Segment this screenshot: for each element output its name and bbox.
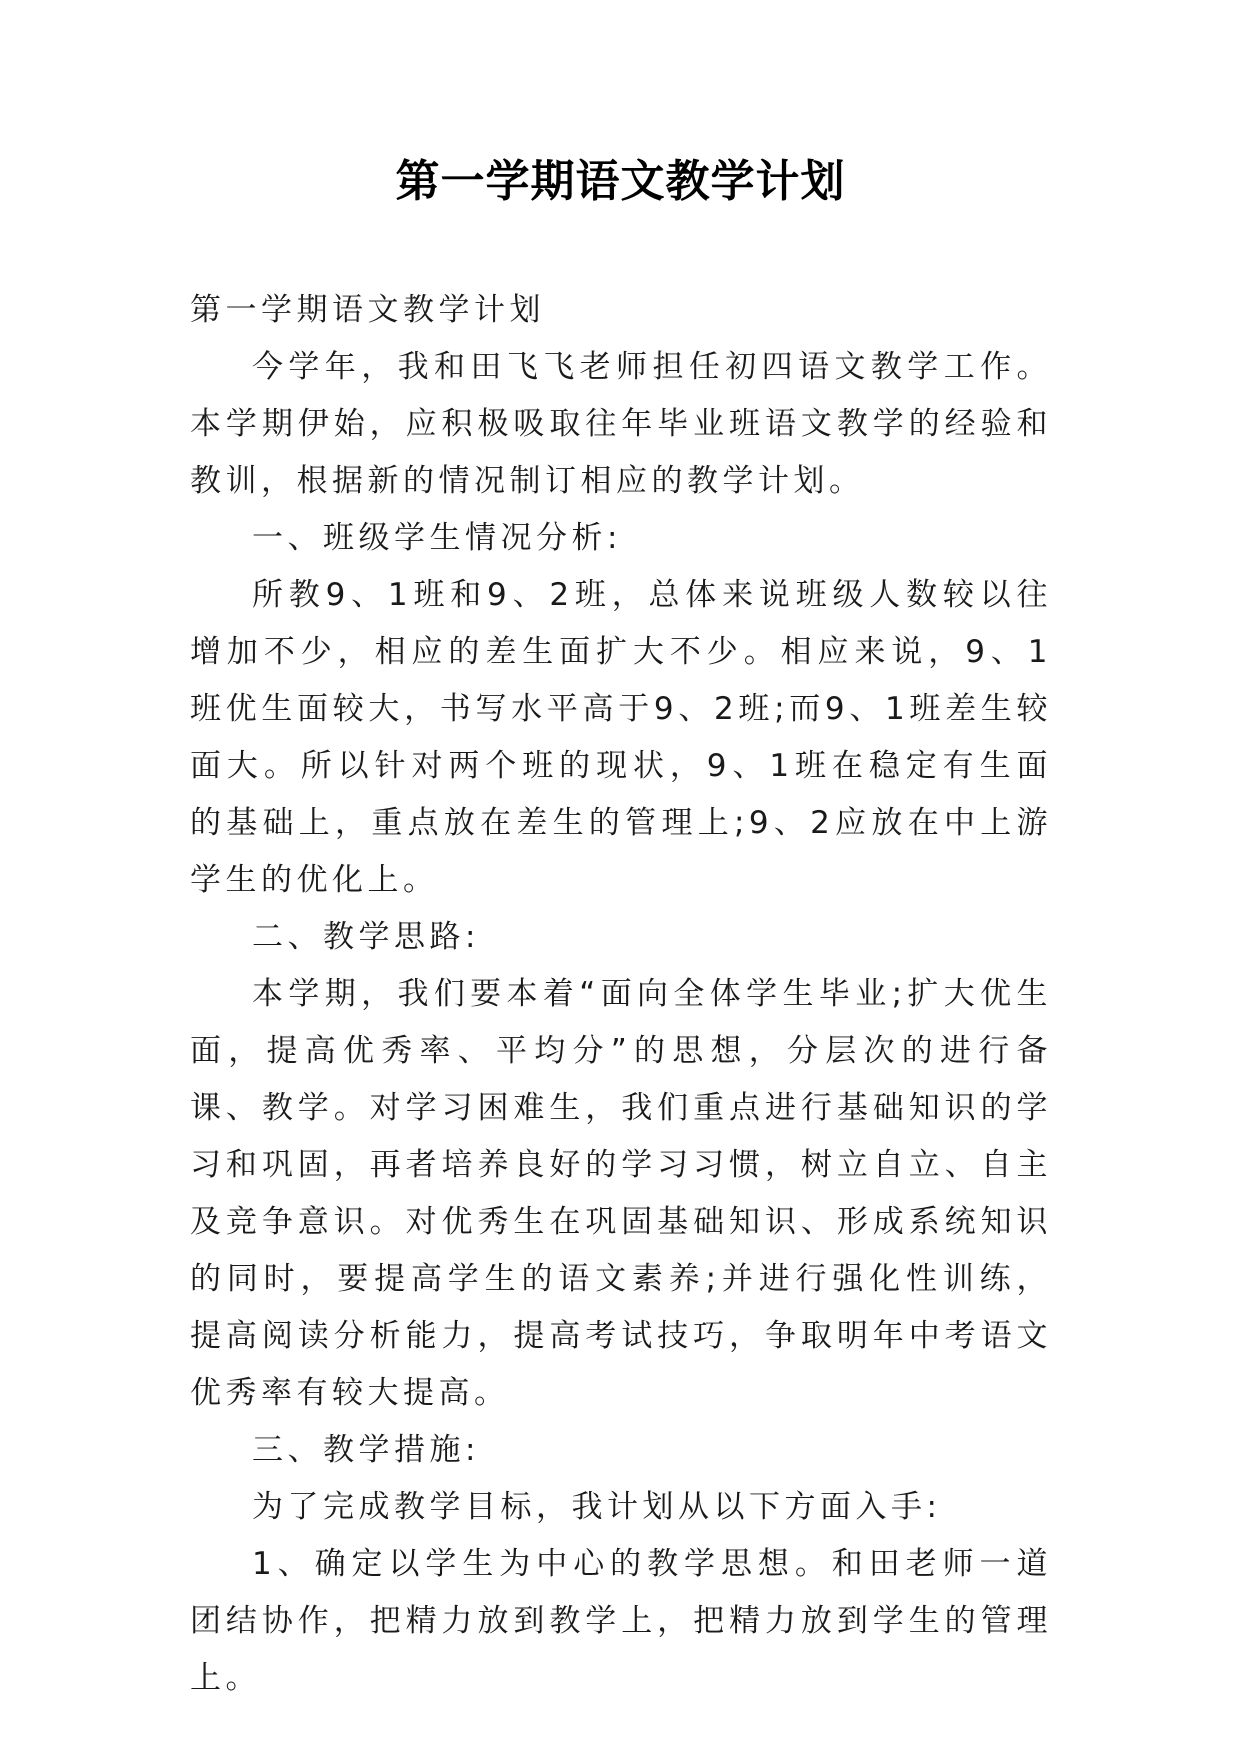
paragraph-measures-intro: 为了完成教学目标，我计划从以下方面入手:	[252, 1489, 942, 1525]
heading-teaching-approach: 二、教学思路:	[252, 919, 480, 955]
document-body	[190, 282, 1052, 1707]
paragraph-measure-1: 1、确定以学生为中心的教学思想。和田老师一道团结协作，把精力放到教学上，把精力放到学生的管理上。	[190, 1546, 1052, 1696]
document-subtitle: 第一学期语文教学计划	[190, 292, 545, 328]
heading-teaching-measures: 三、教学措施:	[252, 1432, 480, 1468]
page-title: 第一学期语文教学计划	[395, 156, 846, 207]
paragraph-teaching-approach: 本学期，我们要本着“面向全体学生毕业;扩大优生面，提高优秀率、平均分”的思想，分层次的进行备课、教学。对学习困难生，我们重点进行基础知识的学习和巩固，再者培养良好的学习习惯，树立自立、自主及竞争意识。对优秀生在巩固基础知识、形成系统知识的同时，要提高学生的语文素养;并进行强化性训练，提高阅读分析能力，提高考试技巧，争取明年中考语文优秀率有较大提高。	[190, 976, 1052, 1411]
paragraph-student-analysis: 所教9、1班和9、2班，总体来说班级人数较以往增加不少，相应的差生面扩大不少。相应来说，9、1班优生面较大，书写水平高于9、2班;而9、1班差生较面大。所以针对两个班的现状，9、1班在稳定有生面的基础上，重点放在差生的管理上;9、2应放在中上游学生的优化上。	[190, 577, 1052, 898]
heading-student-analysis: 一、班级学生情况分析:	[252, 520, 622, 556]
paragraph-intro: 今学年，我和田飞飞老师担任初四语文教学工作。本学期伊始，应积极吸取往年毕业班语文教学的经验和教训，根据新的情况制订相应的教学计划。	[190, 349, 1052, 499]
